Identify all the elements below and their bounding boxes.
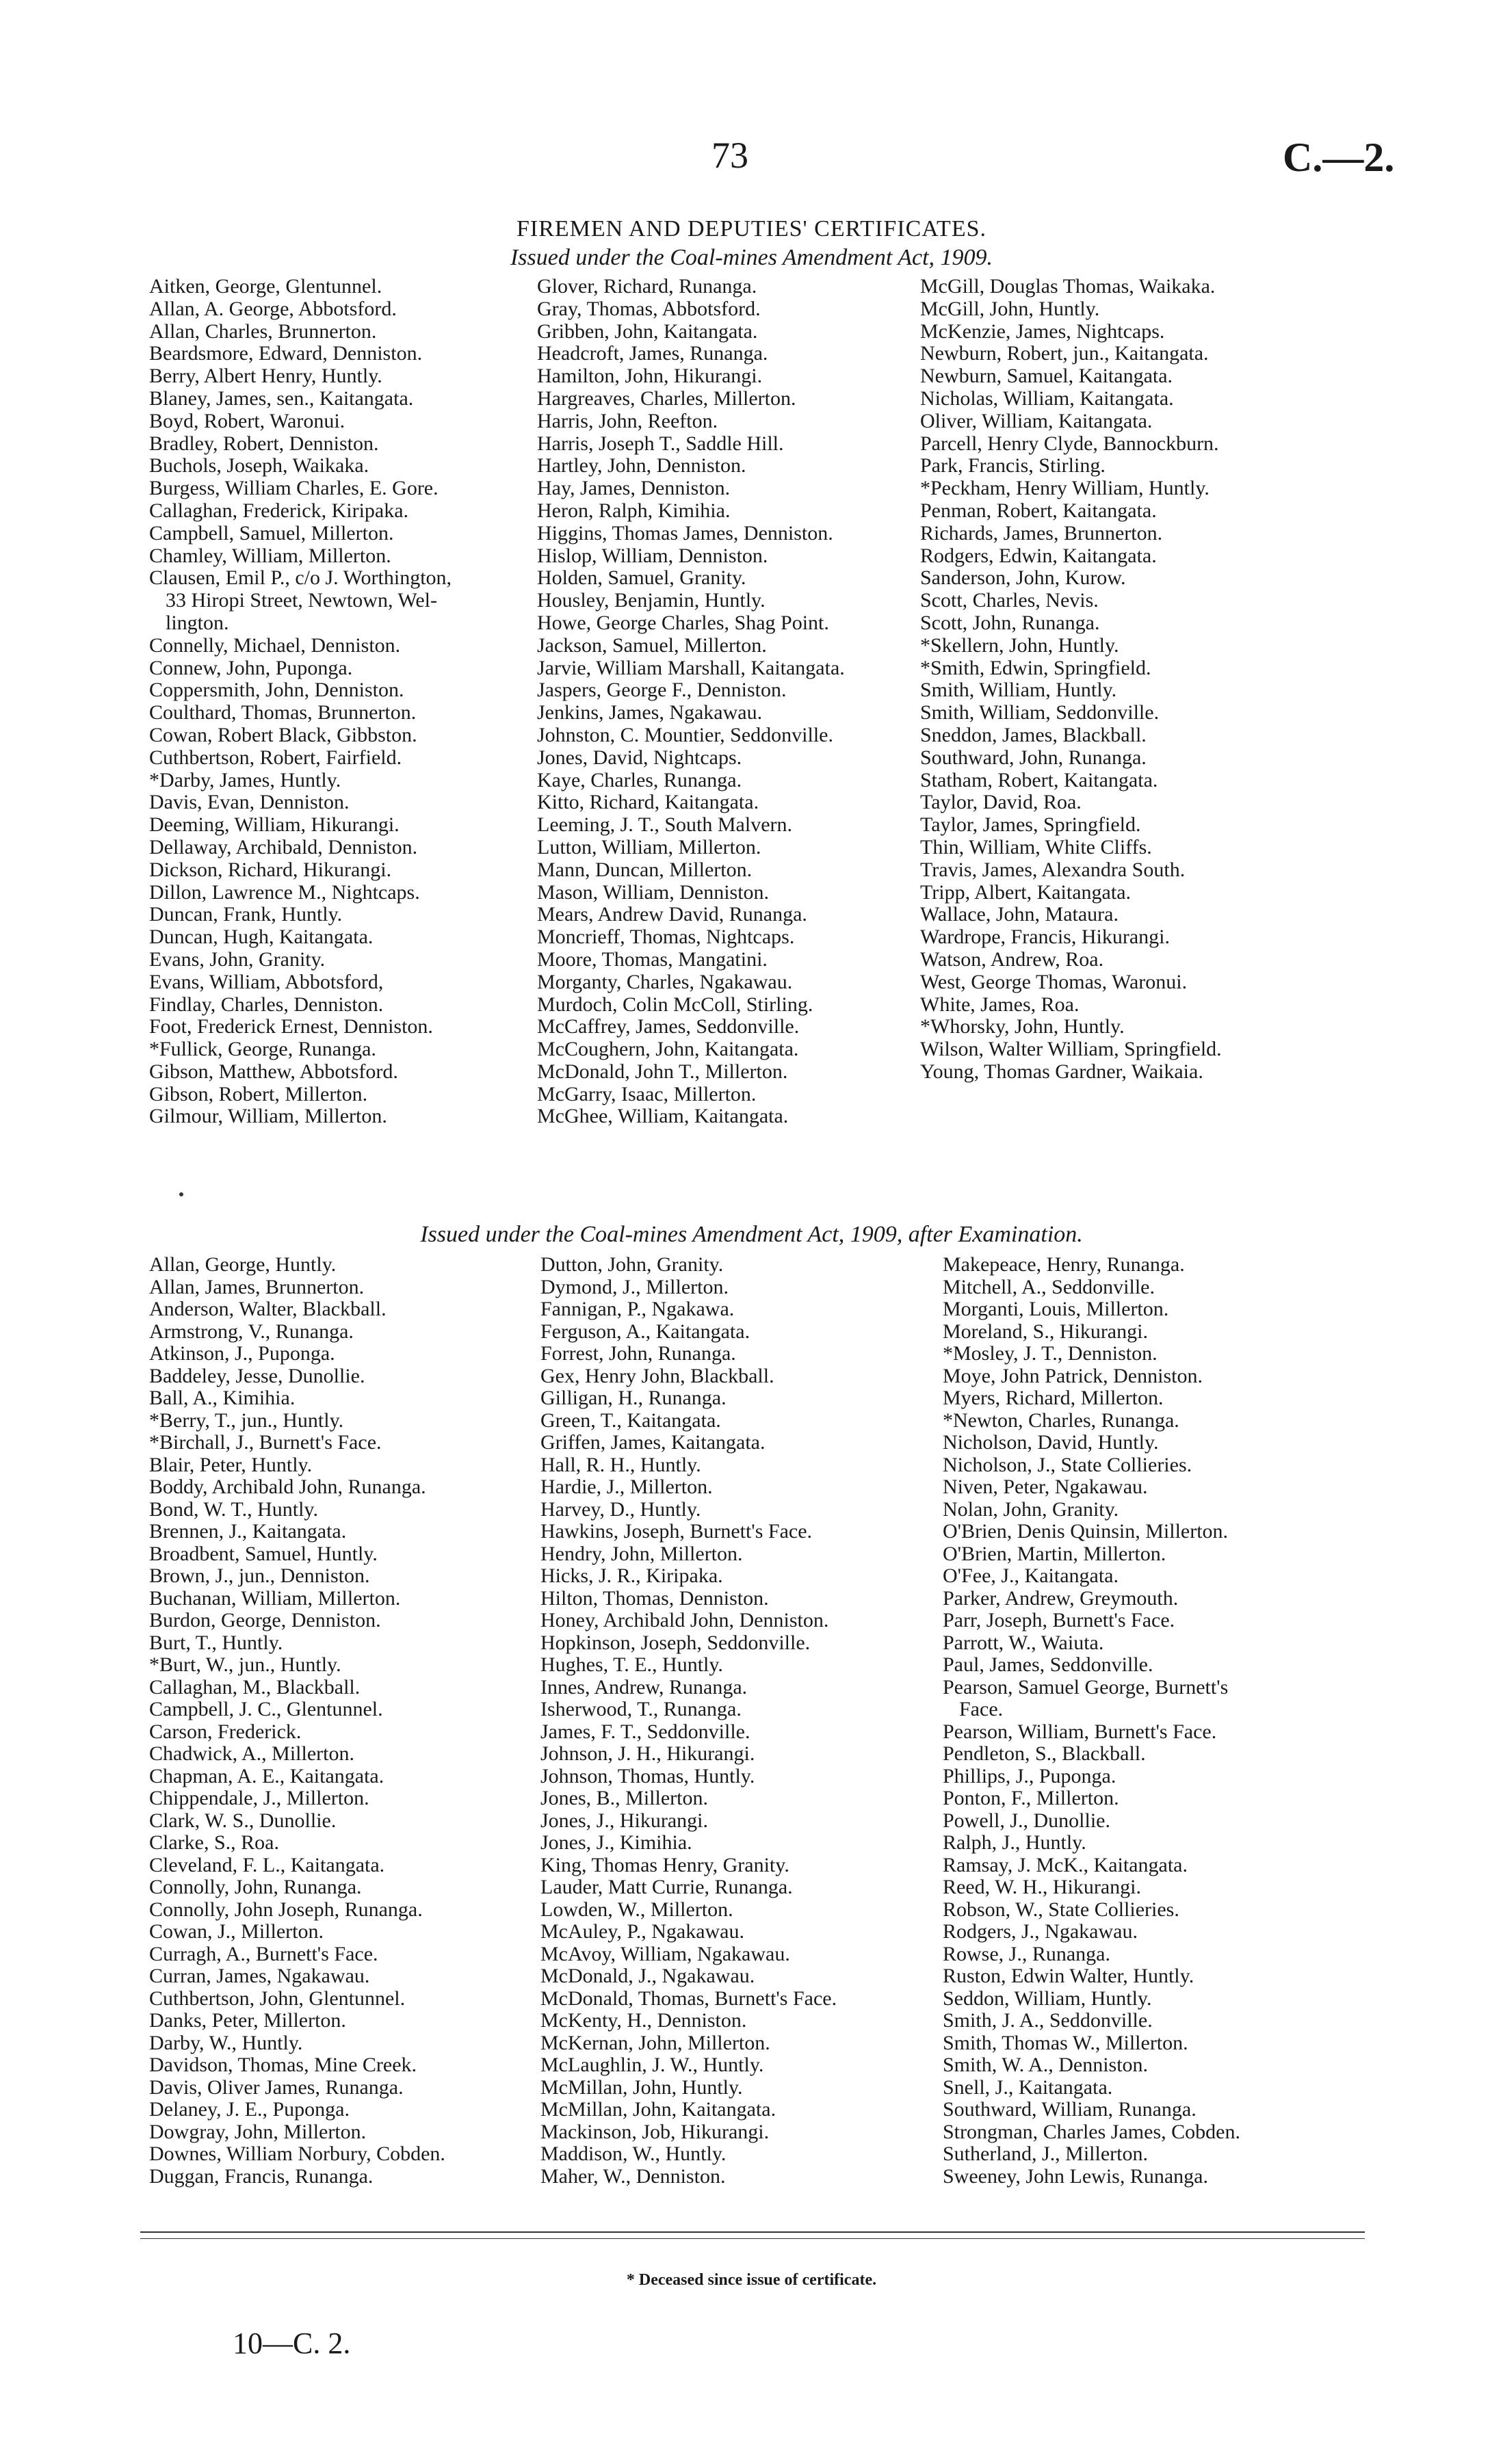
- list-item: Myers, Richard, Millerton.: [943, 1387, 1164, 1409]
- list-item: Duggan, Francis, Runanga.: [149, 2164, 374, 2188]
- list-item: Lowden, W., Millerton.: [540, 1898, 733, 1921]
- list-item: McDonald, J., Ngakawau.: [540, 1965, 755, 1987]
- list-item: Downes, William Norbury, Cobden.: [149, 2142, 445, 2165]
- list-item: Davidson, Thomas, Mine Creek.: [149, 2054, 417, 2076]
- list-item: Danks, Peter, Millerton.: [149, 2009, 346, 2032]
- printer-mark: [179, 1192, 183, 1196]
- list-item: *Skellern, John, Huntly.: [920, 633, 1119, 657]
- list-item: Newburn, Samuel, Kaitangata.: [920, 365, 1173, 388]
- list-item: Allan, Charles, Brunnerton.: [149, 319, 377, 343]
- list-item: Connolly, John, Runanga.: [149, 1876, 362, 1898]
- list-item: Hicks, J. R., Kiripaka.: [540, 1564, 723, 1587]
- list-item: McCaffrey, James, Seddonville.: [537, 1015, 800, 1038]
- list-item: Cowan, J., Millerton.: [149, 1920, 324, 1943]
- list-item: Curran, James, Ngakawau.: [149, 1965, 370, 1987]
- list-item: O'Brien, Martin, Millerton.: [943, 1542, 1166, 1565]
- list-item: Cuthbertson, Robert, Fairfield.: [149, 746, 402, 769]
- list-item: Connew, John, Puponga.: [149, 656, 353, 679]
- list-item: *Burt, W., jun., Huntly.: [149, 1653, 341, 1676]
- list-item: Hilton, Thomas, Denniston.: [540, 1586, 769, 1610]
- list-item: Niven, Peter, Ngakawau.: [943, 1476, 1148, 1498]
- list-item: Blair, Peter, Huntly.: [149, 1453, 313, 1476]
- list-item: Murdoch, Colin McColl, Stirling.: [537, 993, 813, 1016]
- list-item: Sanderson, John, Kurow.: [920, 566, 1126, 590]
- list-item: Richards, James, Brunnerton.: [920, 521, 1163, 545]
- list-item: Cowan, Robert Black, Gibbston.: [149, 723, 417, 746]
- list-item: Sneddon, James, Blackball.: [920, 723, 1147, 746]
- list-item: McDonald, Thomas, Burnett's Face.: [540, 1987, 837, 2010]
- list-item: Ramsay, J. McK., Kaitangata.: [943, 1853, 1188, 1876]
- footer-reference: 10—C. 2.: [233, 2327, 351, 2360]
- list-item: Gray, Thomas, Abbotsford.: [537, 297, 761, 320]
- list-item: Beardsmore, Edward, Denniston.: [149, 342, 423, 365]
- list-item: Morganty, Charles, Ngakawau.: [537, 970, 793, 993]
- list-item: Delaney, J. E., Puponga.: [149, 2098, 350, 2121]
- section1-column-3: [920, 276, 1222, 1084]
- list-item: Clarke, S., Roa.: [149, 1831, 279, 1854]
- list-item: Harris, John, Reefton.: [537, 409, 718, 432]
- list-item: Chapman, A. E., Kaitangata.: [149, 1764, 384, 1787]
- list-item: Isherwood, T., Runanga.: [540, 1698, 742, 1720]
- list-item: Innes, Andrew, Runanga.: [540, 1675, 748, 1699]
- list-item: Jackson, Samuel, Millerton.: [537, 633, 767, 657]
- list-item: Duncan, Frank, Huntly.: [149, 903, 343, 926]
- footnote-rule-secondary: [140, 2238, 1365, 2239]
- list-item: Glover, Richard, Runanga.: [537, 275, 757, 298]
- list-item: Statham, Robert, Kaitangata.: [920, 768, 1158, 791]
- list-item: Moye, John Patrick, Denniston.: [943, 1364, 1203, 1387]
- list-item: Southward, William, Runanga.: [943, 2098, 1197, 2121]
- list-item: Hawkins, Joseph, Burnett's Face.: [540, 1520, 813, 1543]
- list-item: Smith, Thomas W., Millerton.: [943, 2031, 1188, 2054]
- list-item: Leeming, J. T., South Malvern.: [537, 813, 793, 837]
- list-item: Hartley, John, Denniston.: [537, 454, 746, 477]
- list-item: Buchols, Joseph, Waikaka.: [149, 454, 369, 477]
- list-item: Findlay, Charles, Denniston.: [149, 993, 384, 1016]
- list-item: Broadbent, Samuel, Huntly.: [149, 1542, 378, 1565]
- list-item: Griffen, James, Kaitangata.: [540, 1431, 766, 1454]
- list-item: Cleveland, F. L., Kaitangata.: [149, 1853, 385, 1876]
- list-item: Nicholson, David, Huntly.: [943, 1431, 1159, 1454]
- list-item: Campbell, Samuel, Millerton.: [149, 521, 394, 545]
- list-item: Powell, J., Dunollie.: [943, 1809, 1110, 1832]
- list-item: Paul, James, Seddonville.: [943, 1653, 1153, 1676]
- list-item: Ruston, Edwin Walter, Huntly.: [943, 1965, 1194, 1987]
- list-item: O'Fee, J., Kaitangata.: [943, 1564, 1119, 1587]
- list-item: Holden, Samuel, Granity.: [537, 566, 746, 590]
- list-item: *Mosley, J. T., Denniston.: [943, 1342, 1158, 1365]
- list-item: Hughes, T. E., Huntly.: [540, 1653, 723, 1676]
- list-item: Dutton, John, Granity.: [540, 1253, 724, 1276]
- list-item: Hall, R. H., Huntly.: [540, 1453, 701, 1476]
- list-item: Thin, William, White Cliffs.: [920, 835, 1152, 859]
- list-item: Cuthbertson, John, Glentunnel.: [149, 1987, 406, 2010]
- list-item: Buchanan, William, Millerton.: [149, 1586, 401, 1610]
- list-item: Makepeace, Henry, Runanga.: [943, 1253, 1185, 1276]
- list-item: Burt, T., Huntly.: [149, 1631, 283, 1654]
- list-item: Allan, George, Huntly.: [149, 1253, 337, 1276]
- list-item: Nolan, John, Granity.: [943, 1497, 1119, 1521]
- list-item: Hamilton, John, Hikurangi.: [537, 365, 763, 388]
- list-item: Reed, W. H., Hikurangi.: [943, 1876, 1141, 1898]
- list-item: Southward, John, Runanga.: [920, 746, 1147, 769]
- list-item: Carson, Frederick.: [149, 1720, 302, 1743]
- list-item: *Darby, James, Huntly.: [149, 768, 341, 791]
- page-number: 73: [711, 135, 748, 176]
- list-item: *Berry, T., jun., Huntly.: [149, 1408, 344, 1432]
- list-item: Face.: [959, 1698, 1004, 1720]
- list-item: Moncrieff, Thomas, Nightcaps.: [537, 926, 795, 949]
- list-item: Fannigan, P., Ngakawa.: [540, 1298, 735, 1320]
- list-item: Jenkins, James, Ngakawau.: [537, 701, 763, 724]
- list-item: Morganti, Louis, Millerton.: [943, 1298, 1169, 1320]
- list-item: Clark, W. S., Dunollie.: [149, 1809, 337, 1832]
- list-item: Parker, Andrew, Greymouth.: [943, 1586, 1179, 1610]
- list-item: McGill, John, Huntly.: [920, 297, 1100, 320]
- list-item: Duncan, Hugh, Kaitangata.: [149, 926, 374, 949]
- list-item: Hendry, John, Millerton.: [540, 1542, 743, 1565]
- list-item: Atkinson, J., Puponga.: [149, 1342, 335, 1365]
- list-item: *Newton, Charles, Runanga.: [943, 1408, 1179, 1432]
- list-item: Davis, Oliver James, Runanga.: [149, 2075, 404, 2099]
- list-item: Dowgray, John, Millerton.: [149, 2120, 367, 2143]
- list-item: Aitken, George, Glentunnel.: [149, 275, 382, 298]
- section2-column-2: [540, 1254, 837, 2188]
- list-item: Ball, A., Kimihia.: [149, 1387, 296, 1409]
- list-item: Penman, Robert, Kaitangata.: [920, 499, 1157, 522]
- list-item: McCoughern, John, Kaitangata.: [537, 1038, 799, 1061]
- list-item: Mann, Duncan, Millerton.: [537, 858, 753, 881]
- list-item: Hargreaves, Charles, Millerton.: [537, 386, 796, 410]
- list-item: Allan, James, Brunnerton.: [149, 1275, 365, 1298]
- list-item: Evans, William, Abbotsford,: [149, 970, 384, 993]
- list-item: Phillips, J., Puponga.: [943, 1764, 1116, 1787]
- list-item: Dellaway, Archibald, Denniston.: [149, 835, 418, 859]
- list-item: Rodgers, J., Ngakawau.: [943, 1920, 1138, 1943]
- list-item: Boddy, Archibald John, Runanga.: [149, 1476, 426, 1498]
- list-item: Connolly, John Joseph, Runanga.: [149, 1898, 423, 1921]
- list-item: Bradley, Robert, Denniston.: [149, 432, 379, 455]
- list-item: Taylor, David, Roa.: [920, 791, 1082, 814]
- list-item: *Whorsky, John, Huntly.: [920, 1015, 1125, 1038]
- list-item: Allan, A. George, Abbotsford.: [149, 297, 397, 320]
- list-item: McLaughlin, J. W., Huntly.: [540, 2054, 764, 2076]
- list-item: Nicholas, William, Kaitangata.: [920, 386, 1174, 410]
- list-item: Mackinson, Job, Hikurangi.: [540, 2120, 770, 2143]
- list-item: Lauder, Matt Currie, Runanga.: [540, 1876, 793, 1898]
- list-item: Parr, Joseph, Burnett's Face.: [943, 1609, 1175, 1631]
- section-subtitle: Issued under the Coal-mines Amendment Act, 1909, after Examination.: [420, 1222, 1083, 1247]
- list-item: Bond, W. T., Huntly.: [149, 1497, 318, 1521]
- list-item: Coulthard, Thomas, Brunnerton.: [149, 701, 417, 724]
- list-item: Anderson, Walter, Blackball.: [149, 1298, 387, 1320]
- list-item: Wardrope, Francis, Hikurangi.: [920, 926, 1170, 949]
- list-item: Johnson, Thomas, Huntly.: [540, 1764, 755, 1787]
- list-item: Curragh, A., Burnett's Face.: [149, 1942, 378, 1965]
- list-item: Hay, James, Denniston.: [537, 477, 731, 500]
- list-item: Davis, Evan, Denniston.: [149, 791, 350, 814]
- list-item: Smith, William, Huntly.: [920, 679, 1117, 702]
- list-item: Hislop, William, Denniston.: [537, 544, 768, 567]
- list-item: Sutherland, J., Millerton.: [943, 2142, 1148, 2165]
- list-item: Scott, John, Runanga.: [920, 611, 1100, 634]
- list-item: Clausen, Emil P., c/o J. Worthington,: [149, 566, 452, 590]
- list-item: Harris, Joseph T., Saddle Hill.: [537, 432, 784, 455]
- list-item: *Smith, Edwin, Springfield.: [920, 656, 1151, 679]
- list-item: Young, Thomas Gardner, Waikaia.: [920, 1060, 1203, 1083]
- list-item: O'Brien, Denis Quinsin, Millerton.: [943, 1520, 1229, 1543]
- list-item: Maher, W., Denniston.: [540, 2164, 726, 2188]
- section1-column-1: [149, 276, 452, 1128]
- list-item: McAuley, P., Ngakawau.: [540, 1920, 744, 1943]
- list-item: Tripp, Albert, Kaitangata.: [920, 880, 1132, 904]
- list-item: Jones, J., Kimihia.: [540, 1831, 692, 1854]
- list-item: Snell, J., Kaitangata.: [943, 2075, 1113, 2099]
- list-item: McMillan, John, Kaitangata.: [540, 2098, 776, 2121]
- list-item: Moore, Thomas, Mangatini.: [537, 947, 768, 971]
- list-item: Gex, Henry John, Blackball.: [540, 1364, 774, 1387]
- list-item: Ferguson, A., Kaitangata.: [540, 1320, 750, 1343]
- list-item: 33 Hiropi Street, Newtown, Wel-: [166, 589, 437, 612]
- list-item: McKenty, H., Denniston.: [540, 2009, 747, 2032]
- list-item: Howe, George Charles, Shag Point.: [537, 611, 829, 634]
- list-item: Lutton, William, Millerton.: [537, 835, 761, 859]
- list-item: Darby, W., Huntly.: [149, 2031, 303, 2054]
- list-item: Scott, Charles, Nevis.: [920, 589, 1099, 612]
- footnote-rule: [140, 2231, 1365, 2233]
- list-item: Honey, Archibald John, Denniston.: [540, 1609, 829, 1631]
- list-item: Rowse, J., Runanga.: [943, 1942, 1110, 1965]
- list-item: Kaye, Charles, Runanga.: [537, 768, 742, 791]
- list-item: White, James, Roa.: [920, 993, 1080, 1016]
- list-item: Evans, John, Granity.: [149, 947, 326, 971]
- list-item: McMillan, John, Huntly.: [540, 2075, 743, 2099]
- list-item: Coppersmith, John, Denniston.: [149, 679, 404, 702]
- list-item: Johnston, C. Mountier, Seddonville.: [537, 723, 833, 746]
- list-item: Jones, David, Nightcaps.: [537, 746, 742, 769]
- list-item: Smith, William, Seddonville.: [920, 701, 1160, 724]
- list-item: McDonald, John T., Millerton.: [537, 1060, 788, 1083]
- list-item: Johnson, J. H., Hikurangi.: [540, 1742, 755, 1765]
- list-item: Hopkinson, Joseph, Seddonville.: [540, 1631, 811, 1654]
- list-item: Kitto, Richard, Kaitangata.: [537, 791, 759, 814]
- list-item: Deeming, William, Hikurangi.: [149, 813, 400, 837]
- list-item: West, George Thomas, Waronui.: [920, 970, 1188, 993]
- list-item: Watson, Andrew, Roa.: [920, 947, 1104, 971]
- list-item: Gilmour, William, Millerton.: [149, 1105, 387, 1128]
- list-item: Green, T., Kaitangata.: [540, 1408, 721, 1432]
- list-item: Harvey, D., Huntly.: [540, 1497, 701, 1521]
- list-item: Sweeney, John Lewis, Runanga.: [943, 2164, 1208, 2188]
- list-item: Burgess, William Charles, E. Gore.: [149, 477, 439, 500]
- list-item: Brown, J., jun., Denniston.: [149, 1564, 370, 1587]
- list-item: Oliver, William, Kaitangata.: [920, 409, 1153, 432]
- list-item: Rodgers, Edwin, Kaitangata.: [920, 544, 1157, 567]
- list-item: Callaghan, Frederick, Kiripaka.: [149, 499, 409, 522]
- list-item: Jaspers, George F., Denniston.: [537, 679, 787, 702]
- list-item: McGhee, William, Kaitangata.: [537, 1105, 789, 1128]
- list-item: Campbell, J. C., Glentunnel.: [149, 1698, 383, 1720]
- list-item: Pearson, Samuel George, Burnett's: [943, 1675, 1229, 1699]
- list-item: Ralph, J., Huntly.: [943, 1831, 1086, 1854]
- list-item: Gibson, Robert, Millerton.: [149, 1082, 368, 1105]
- list-item: Foot, Frederick Ernest, Denniston.: [149, 1015, 433, 1038]
- list-item: Mason, William, Denniston.: [537, 880, 770, 904]
- list-item: Hardie, J., Millerton.: [540, 1476, 713, 1498]
- list-item: Callaghan, M., Blackball.: [149, 1675, 361, 1699]
- list-item: Smith, W. A., Denniston.: [943, 2054, 1149, 2076]
- list-item: Chamley, William, Millerton.: [149, 544, 391, 567]
- list-item: Smith, J. A., Seddonville.: [943, 2009, 1153, 2032]
- list-item: Baddeley, Jesse, Dunollie.: [149, 1364, 365, 1387]
- list-item: Pendleton, S., Blackball.: [943, 1742, 1146, 1765]
- list-item: Higgins, Thomas James, Denniston.: [537, 521, 833, 545]
- list-item: Jones, J., Hikurangi.: [540, 1809, 708, 1832]
- section-subtitle: Issued under the Coal-mines Amendment Act, 1909.: [510, 245, 993, 270]
- list-item: Strongman, Charles James, Cobden.: [943, 2120, 1240, 2143]
- list-item: McAvoy, William, Ngakawau.: [540, 1942, 790, 1965]
- section2-column-1: [149, 1254, 445, 2188]
- list-item: Wilson, Walter William, Springfield.: [920, 1038, 1222, 1061]
- list-item: Boyd, Robert, Waronui.: [149, 409, 345, 432]
- list-item: King, Thomas Henry, Granity.: [540, 1853, 789, 1876]
- list-item: McGill, Douglas Thomas, Waikaka.: [920, 275, 1216, 298]
- list-item: Parrott, W., Waiuta.: [943, 1631, 1104, 1654]
- list-item: Dymond, J., Millerton.: [540, 1275, 729, 1298]
- list-item: Parcell, Henry Clyde, Bannockburn.: [920, 432, 1219, 455]
- list-item: Pearson, William, Burnett's Face.: [943, 1720, 1217, 1743]
- list-item: Connelly, Michael, Denniston.: [149, 633, 401, 657]
- list-item: Park, Francis, Stirling.: [920, 454, 1106, 477]
- list-item: Berry, Albert Henry, Huntly.: [149, 365, 382, 388]
- list-item: Maddison, W., Huntly.: [540, 2142, 727, 2165]
- document-reference: C.—2.: [1283, 135, 1395, 180]
- list-item: James, F. T., Seddonville.: [540, 1720, 750, 1743]
- list-item: Armstrong, V., Runanga.: [149, 1320, 354, 1343]
- list-item: Gribben, John, Kaitangata.: [537, 319, 758, 343]
- list-item: *Peckham, Henry William, Huntly.: [920, 477, 1210, 500]
- list-item: Mears, Andrew David, Runanga.: [537, 903, 807, 926]
- list-item: Moreland, S., Hikurangi.: [943, 1320, 1148, 1343]
- list-item: Mitchell, A., Seddonville.: [943, 1275, 1155, 1298]
- list-item: *Fullick, George, Runanga.: [149, 1038, 376, 1061]
- list-item: McKenzie, James, Nightcaps.: [920, 319, 1165, 343]
- section1-column-2: [537, 276, 845, 1128]
- list-item: Wallace, John, Mataura.: [920, 903, 1119, 926]
- list-item: McKernan, John, Millerton.: [540, 2031, 770, 2054]
- list-item: Taylor, James, Springfield.: [920, 813, 1141, 837]
- list-item: Housley, Benjamin, Huntly.: [537, 589, 766, 612]
- list-item: Seddon, William, Huntly.: [943, 1987, 1152, 2010]
- list-item: Brennen, J., Kaitangata.: [149, 1520, 347, 1543]
- list-item: Heron, Ralph, Kimihia.: [537, 499, 731, 522]
- list-item: Chippendale, J., Millerton.: [149, 1787, 369, 1809]
- list-item: Travis, James, Alexandra South.: [920, 858, 1186, 881]
- list-item: Nicholson, J., State Collieries.: [943, 1453, 1192, 1476]
- list-item: Jones, B., Millerton.: [540, 1787, 708, 1809]
- list-item: *Birchall, J., Burnett's Face.: [149, 1431, 382, 1454]
- list-item: Burdon, George, Denniston.: [149, 1609, 381, 1631]
- list-item: Chadwick, A., Millerton.: [149, 1742, 354, 1765]
- list-item: Headcroft, James, Runanga.: [537, 342, 768, 365]
- list-item: Dickson, Richard, Hikurangi.: [149, 858, 392, 881]
- list-item: Gilligan, H., Runanga.: [540, 1387, 727, 1409]
- list-item: Robson, W., State Collieries.: [943, 1898, 1179, 1921]
- list-item: Newburn, Robert, jun., Kaitangata.: [920, 342, 1209, 365]
- list-item: Gibson, Matthew, Abbotsford.: [149, 1060, 398, 1083]
- section-title: FIREMEN AND DEPUTIES' CERTIFICATES.: [516, 216, 986, 241]
- section2-column-3: [943, 1254, 1240, 2188]
- list-item: McGarry, Isaac, Millerton.: [537, 1082, 757, 1105]
- list-item: Ponton, F., Millerton.: [943, 1787, 1119, 1809]
- list-item: Jarvie, William Marshall, Kaitangata.: [537, 656, 845, 679]
- footnote: * Deceased since issue of certificate.: [626, 2271, 877, 2289]
- list-item: Blaney, James, sen., Kaitangata.: [149, 386, 414, 410]
- list-item: lington.: [166, 611, 229, 634]
- list-item: Forrest, John, Runanga.: [540, 1342, 736, 1365]
- list-item: Dillon, Lawrence M., Nightcaps.: [149, 880, 420, 904]
